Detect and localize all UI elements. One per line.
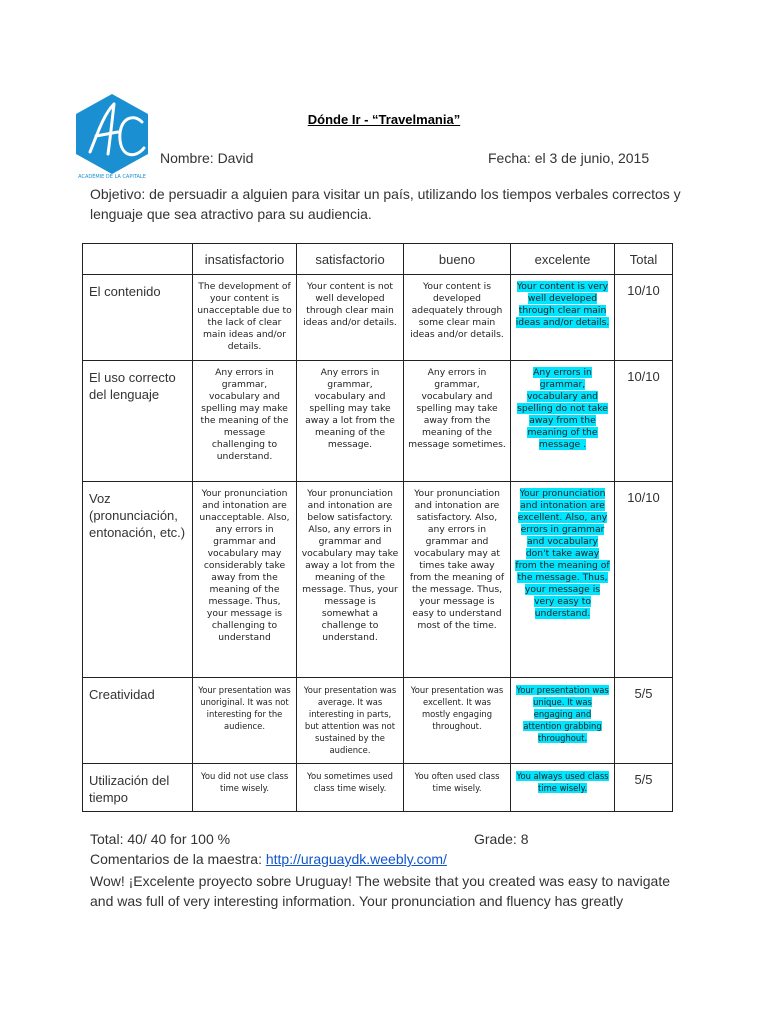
row-category: Creatividad — [83, 678, 193, 764]
rubric-cell: Your presentation was unoriginal. It was not interesting for the audience. — [198, 685, 291, 731]
table-row — [83, 361, 673, 482]
total-score: Total: 40/ 40 for 100 % — [90, 831, 231, 847]
teacher-comment-text: Wow! ¡Excelente proyecto sobre Uruguay! The website that you created was easy to navigate and was full of very interesting information. Your pronunciation and fluency has greatly — [90, 873, 671, 909]
document-title: Dónde Ir - “Travelmania” — [307, 112, 461, 127]
row-category: Utilización del tiempo — [83, 764, 193, 812]
rubric-cell: Your pronunciation and intonation are below satisfactory. Also, any errors in grammar and vocabulary may take away a lot from the meaning of the message. Thus, your message is somewhat a challenge to understand. — [301, 488, 399, 643]
rubric-cell: Your pronunciation and intonation are satisfactory. Also, any errors in grammar and vocabulary may at times take away from the meaning of the message. Thus, your message is easy to understand most of the time. — [409, 488, 505, 631]
row-total: 10/10 — [615, 482, 673, 678]
header-bueno: bueno — [404, 244, 511, 275]
rubric-cell: Your content is developed adequately through some clear main ideas and/or details. — [410, 281, 504, 340]
rubric-cell: You sometimes used class time wisely. — [307, 771, 393, 793]
rubric-cell: Any errors in grammar, vocabulary and spelling may take away a lot from the meaning of the message. — [305, 367, 395, 450]
row-category: Voz (pronunciación, entonación, etc.) — [83, 482, 193, 678]
rubric-cell: The development of your content is unacceptable due to the lack of clear main ideas and/or details. — [197, 281, 292, 352]
row-total: 10/10 — [615, 275, 673, 361]
header-excelente: excelente — [511, 244, 615, 275]
row-category: El contenido — [83, 275, 193, 361]
academie-logo — [74, 92, 150, 184]
table-row — [83, 678, 673, 764]
teacher-comments-line — [90, 851, 447, 867]
rubric-table — [82, 243, 673, 812]
rubric-cell: You did not use class time wisely. — [200, 771, 289, 793]
header-blank — [83, 244, 193, 275]
row-category: El uso correcto del lenguaje — [83, 361, 193, 482]
rubric-cell: Any errors in grammar, vocabulary and spelling may take away from the meaning of the message sometimes. — [408, 367, 506, 450]
rubric-cell: Your pronunciation and intonation are unacceptable. Also, any errors in grammar and vocabulary may considerably take away from the meaning of the message. Thus, your message is challenging to understand — [199, 488, 290, 643]
rubric-cell-highlighted: Your presentation was unique. It was engaging and attention grabbing throughout. — [516, 685, 609, 743]
row-total: 5/5 — [615, 764, 673, 812]
rubric-cell-highlighted: You always used class time wisely. — [516, 771, 609, 793]
rubric-cell: Your presentation was average. It was interesting in parts, but attention was not sustained by the audience. — [303, 685, 397, 755]
header-satisfactorio: satisfactorio — [297, 244, 404, 275]
comments-label: Comentarios de la maestra: — [90, 851, 266, 867]
row-total: 5/5 — [615, 678, 673, 764]
rubric-cell-highlighted: Any errors in grammar, vocabulary and spelling do not take away from the meaning of the message . — [517, 367, 608, 450]
rubric-cell: Your content is not well developed through clear main ideas and/or details. — [303, 281, 397, 328]
website-link[interactable]: http://uraguaydk.weebly.com/ — [265, 851, 447, 867]
header-insatisfactorio: insatisfactorio — [193, 244, 297, 275]
logo-text: ACADÉMIE DE LA CAPITALE — [78, 174, 146, 180]
grade: Grade: 8 — [474, 831, 529, 847]
rubric-cell: Your presentation was excellent. It was mostly engaging throughout. — [410, 685, 504, 731]
table-row — [83, 764, 673, 812]
rubric-cell-highlighted: Your content is very well developed through clear main ideas and/or details. — [515, 281, 610, 328]
rubric-cell: You often used class time wisely. — [414, 771, 500, 793]
table-row — [83, 482, 673, 678]
header-total: Total — [615, 244, 673, 275]
rubric-cell: Any errors in grammar, vocabulary and spelling may make the meaning of the message challenging to understand. — [200, 367, 289, 462]
row-total: 10/10 — [615, 361, 673, 482]
rubric-header-row — [83, 244, 673, 275]
objective: Objetivo: de persuadir a alguien para visitar un país, utilizando los tiempos verbales correctos y lenguaje que sea atractivo para su audiencia. — [90, 186, 681, 222]
rubric-cell-highlighted: Your pronunciation and intonation are excellent. Also, any errors in grammar and vocabulary don't take away from the meaning of the message. Thus, your message is very easy to understand. — [515, 488, 610, 619]
table-row — [83, 275, 673, 361]
date: Fecha: el 3 de junio, 2015 — [488, 150, 650, 166]
student-name: Nombre: David — [160, 150, 254, 166]
